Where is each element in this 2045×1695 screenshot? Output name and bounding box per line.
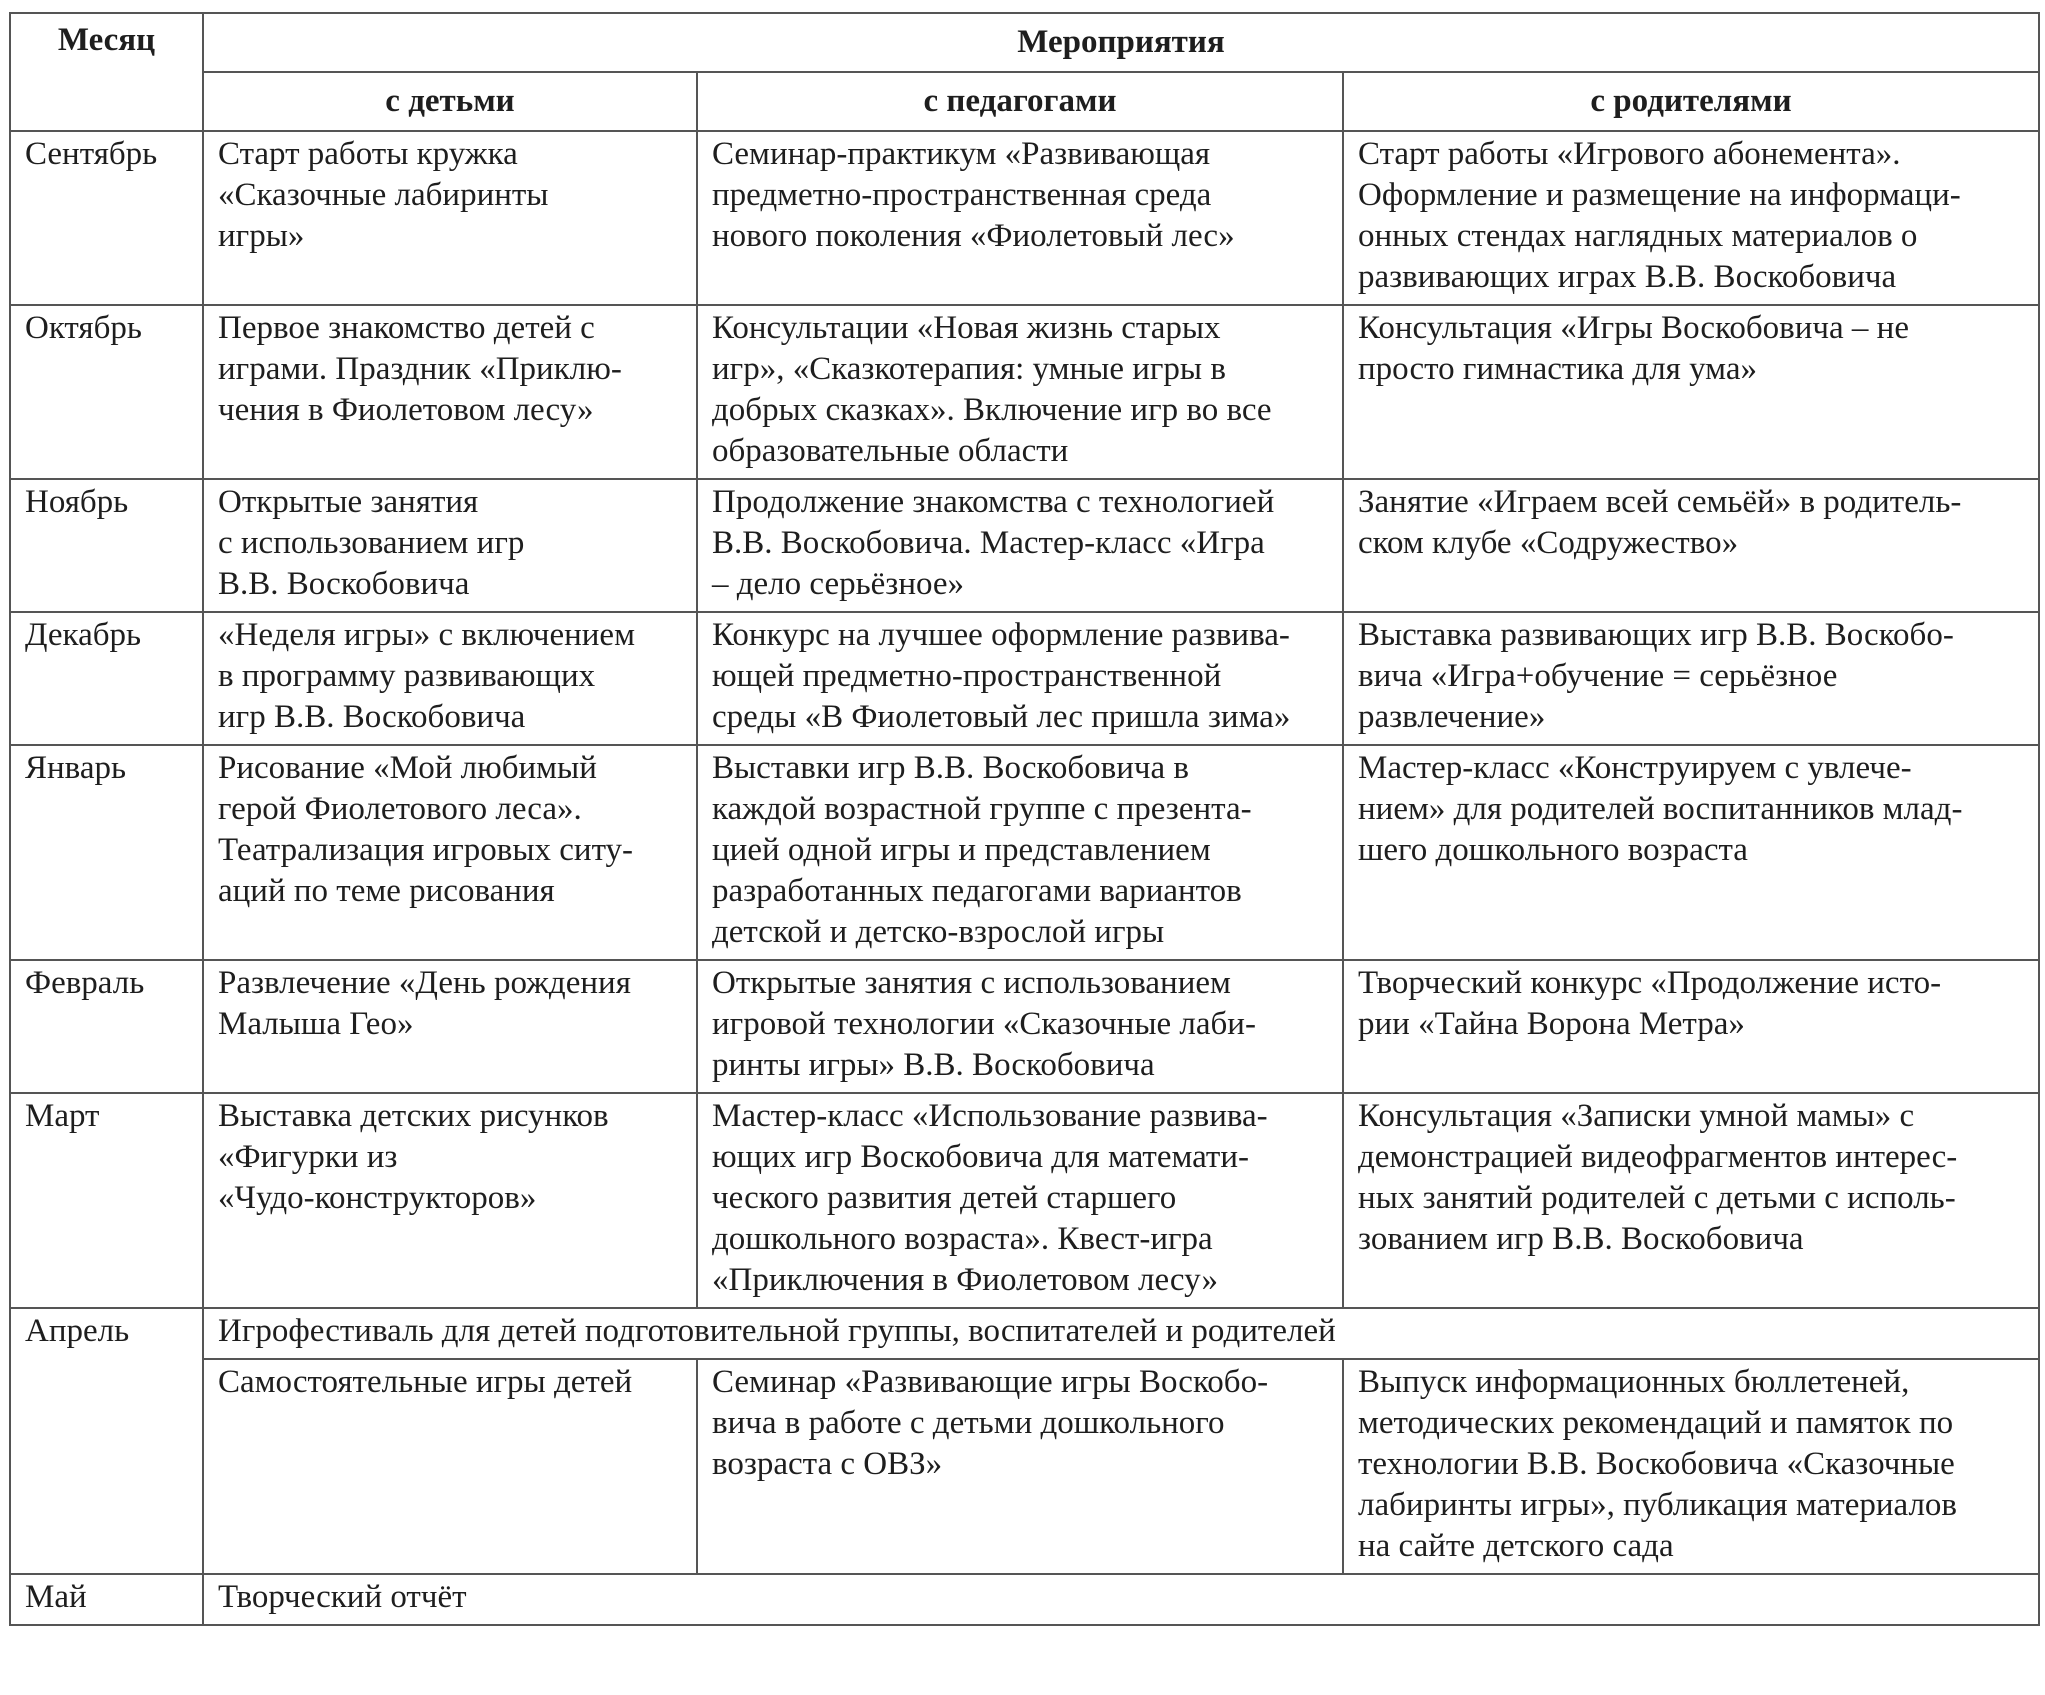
table-row-november	[10, 479, 2039, 612]
month-cell: Январь	[10, 745, 203, 960]
parents-cell: Мастер-класс «Конструируем с увлече- нием» для родителей воспитанников млад- шего дошкольного возраста	[1343, 745, 2039, 960]
teachers-cell: Конкурс на лучшее оформление развива- ющей предметно-пространственной среды «В Фиолетовый лес пришла зима»	[697, 612, 1343, 745]
table-row-march	[10, 1093, 2039, 1308]
header-month: Месяц	[10, 13, 203, 131]
table-row-february	[10, 960, 2039, 1093]
table-row-may	[10, 1574, 2039, 1625]
header-teachers: с педагогами	[697, 72, 1343, 131]
children-cell: Открытые занятия с использованием игр В.В. Воскобовича	[203, 479, 697, 612]
parents-cell: Выпуск информационных бюллетеней, методических рекомендаций и памяток по технологии В.В. Воскобовича «Сказочные лабиринты игры», публикация материалов на сайте детского сада	[1343, 1359, 2039, 1574]
teachers-cell: Продолжение знакомства с технологией В.В. Воскобовича. Мастер-класс «Игра – дело серьёзное»	[697, 479, 1343, 612]
teachers-cell: Консультации «Новая жизнь старых игр», «Сказкотерапия: умные игры в добрых сказках». Включение игр во все образовательные области	[697, 305, 1343, 479]
report-cell: Творческий отчёт	[203, 1574, 2039, 1625]
teachers-cell: Открытые занятия с использованием игровой технологии «Сказочные лаби- ринты игры» В.В. Воскобовича	[697, 960, 1343, 1093]
parents-cell: Творческий конкурс «Продолжение исто- рии «Тайна Ворона Метра»	[1343, 960, 2039, 1093]
festival-cell: Игрофестиваль для детей подготовительной группы, воспитателей и родителей	[203, 1308, 2039, 1359]
month-cell: Февраль	[10, 960, 203, 1093]
parents-cell: Консультация «Записки умной мамы» с демонстрацией видеофрагментов интерес- ных занятий родителей с детьми с исполь- зованием игр В.В. Воскобовича	[1343, 1093, 2039, 1308]
table-row-april-details	[10, 1359, 2039, 1574]
children-cell: Первое знакомство детей с играми. Праздник «Приклю- чения в Фиолетовом лесу»	[203, 305, 697, 479]
header-row-2	[10, 72, 2039, 131]
parents-cell: Занятие «Играем всей семьёй» в родитель- ском клубе «Содружество»	[1343, 479, 2039, 612]
children-cell: Старт работы кружка «Сказочные лабиринты игры»	[203, 131, 697, 305]
month-cell: Март	[10, 1093, 203, 1308]
month-cell: Ноябрь	[10, 479, 203, 612]
children-cell: Развлечение «День рождения Малыша Гео»	[203, 960, 697, 1093]
table-header	[10, 13, 2039, 131]
children-cell: Рисование «Мой любимый герой Фиолетового леса». Театрализация игровых ситу- аций по теме рисования	[203, 745, 697, 960]
month-cell: Декабрь	[10, 612, 203, 745]
table-row-september	[10, 131, 2039, 305]
table-row-october	[10, 305, 2039, 479]
teachers-cell: Семинар-практикум «Развивающая предметно-пространственная среда нового поколения «Фиолетовый лес»	[697, 131, 1343, 305]
table-row-january	[10, 745, 2039, 960]
parents-cell: Выставка развивающих игр В.В. Воскобо- вича «Игра+обучение = серьёзное развлечение»	[1343, 612, 2039, 745]
header-row-1	[10, 13, 2039, 72]
events-plan-table	[9, 12, 2040, 1626]
month-cell: Апрель	[10, 1308, 203, 1574]
header-events: Мероприятия	[203, 13, 2039, 72]
table-row-april-festival	[10, 1308, 2039, 1359]
teachers-cell: Мастер-класс «Использование развива- ющих игр Воскобовича для математи- ческого развития детей старшего дошкольного возраста». Квест-игра «Приключения в Фиолетовом лесу»	[697, 1093, 1343, 1308]
parents-cell: Консультация «Игры Воскобовича – не просто гимнастика для ума»	[1343, 305, 2039, 479]
children-cell: «Неделя игры» с включением в программу развивающих игр В.В. Воскобовича	[203, 612, 697, 745]
header-parents: с родителями	[1343, 72, 2039, 131]
month-cell: Октябрь	[10, 305, 203, 479]
children-cell: Выставка детских рисунков «Фигурки из «Чудо-конструкторов»	[203, 1093, 697, 1308]
header-children: с детьми	[203, 72, 697, 131]
table-row-december	[10, 612, 2039, 745]
parents-cell: Старт работы «Игрового абонемента». Оформление и размещение на информаци- онных стендах наглядных материалов о развивающих играх В.В. Воскобовича	[1343, 131, 2039, 305]
children-cell: Самостоятельные игры детей	[203, 1359, 697, 1574]
teachers-cell: Семинар «Развивающие игры Воскобо- вича в работе с детьми дошкольного возраста с ОВЗ»	[697, 1359, 1343, 1574]
teachers-cell: Выставки игр В.В. Воскобовича в каждой возрастной группе с презента- цией одной игры и представлением разработанных педагогами вариантов детской и детско-взрослой игры	[697, 745, 1343, 960]
month-cell: Сентябрь	[10, 131, 203, 305]
table-body	[10, 131, 2039, 1625]
month-cell: Май	[10, 1574, 203, 1625]
